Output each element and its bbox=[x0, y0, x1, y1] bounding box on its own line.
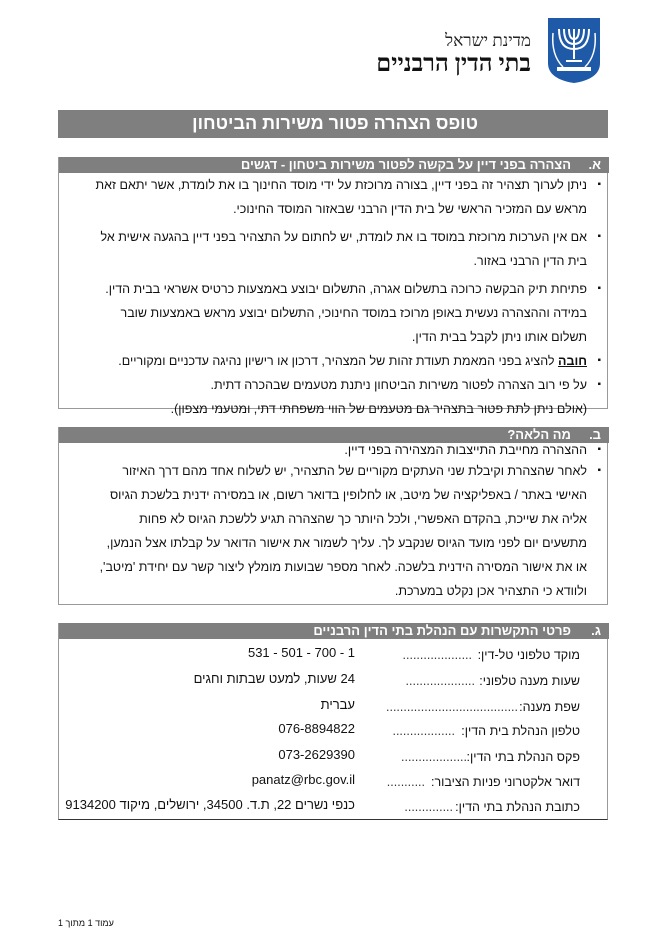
section-a-letter: א. bbox=[588, 157, 601, 172]
section-b-title: מה הלאה? bbox=[507, 427, 571, 442]
section-c-title: פרטי התקשרות עם הנהלת בתי הדין הרבניים bbox=[313, 623, 571, 638]
contact-row-hours: שעות מענה טלפוני: .................... 24 שעות, למעט שבתות וחגים bbox=[193, 671, 580, 688]
section-b bbox=[58, 427, 608, 605]
section-b-list bbox=[65, 441, 601, 603]
contact-row-fax: פקס הנהלת בתי הדין: ................... 073-2629390 bbox=[278, 747, 580, 764]
section-c-header bbox=[59, 623, 609, 639]
list-item: ▪ לאחר שהצהרת וקיבלת שני העתקים מקוריים של התצהיר, יש לשלוח אחד מהם דרך האיזור האישי באתר / באפליקציה של מיטב, או לחלופין בדואר רשום, או במסירה ידנית בלשכת הגיוס אליה את שייכת, בהקדם האפשרי, ולכל היותר כך שהצהרה תגיע ללשכת הגיוס לא פחות מתשעים יום לפני מועד הגיוס שנקבע לך. עליך לשמור את אישור הדואר על קבלתו אצל הנמען, או את אישור המסירה הידנית בלשכה. לאחר מספר שבועות מומלץ ליצור קשר עם יחידת 'מיטב', ולוודא כי התצהיר אכן נקלט במערכת. bbox=[65, 459, 601, 603]
list-item: ▪ ניתן לערוך תצהיר זה בפני דיין, בצורה מרוכזת על ידי מוסד החינוך בו את לומדת, אשר יתאם זאת מראש עם המזכיר הראשי של בית הדין הרבני שבאזור המוסד החינוכי. bbox=[65, 173, 601, 221]
section-a-list bbox=[65, 173, 601, 421]
contact-row-email: דואר אלקטרוני פניות הציבור: ........... panatz@rbc.gov.il bbox=[251, 772, 580, 789]
email-link[interactable]: panatz@rbc.gov.il bbox=[251, 772, 355, 787]
list-item: ▪ אם אין הערכות מרוכזת במוסד בו את לומדת, יש לחתום על התצהיר בפני דיין בהגעה אישית אל בית הדין הרבני באזור. bbox=[65, 225, 601, 273]
section-b-letter: ב. bbox=[589, 427, 601, 442]
state-emblem-icon bbox=[545, 15, 603, 85]
contact-row-language: שפת מענה: ...................................... עברית bbox=[320, 697, 580, 714]
list-item: ▪ ההצהרה מחייבת התייצבות המצהירה בפני דיין. bbox=[65, 441, 601, 459]
section-c-letter: ג. bbox=[591, 623, 601, 638]
list-item: ▪ על פי רוב הצהרה לפטור משירות הביטחון ניתנת מטעמים שבהכרה דתית. (אולם ניתן לתת פטור בתצהיר גם מטעמים של הווי משפחתי דתי, ומטעמי מצפון). bbox=[65, 373, 601, 421]
org-name-line2: בתי הדין הרבניים bbox=[376, 51, 531, 77]
section-a bbox=[58, 157, 608, 416]
list-item: ▪ פתיחת תיק הבקשה כרוכה בתשלום אגרה, התשלום יבוצע באמצעות כרטיס אשראי בבית הדין. במידה וההצהרה נעשית באופן מרוכז במוסד החינוכי, התשלום יבוצע מראש באמצעות שובר תשלום אותו ניתן לקבל בבית הדין. bbox=[65, 277, 601, 349]
org-name-line1: מדינת ישראל bbox=[445, 31, 531, 50]
form-title-bar bbox=[58, 110, 608, 138]
list-item: ▪ חובה להציג בפני המאמת תעודת זהות של המצהיר, דרכון או רישיון נהיגה עדכניים ומקוריים. bbox=[65, 349, 601, 373]
page-footer: עמוד 1 מתוך 1 bbox=[58, 918, 114, 928]
section-a-header bbox=[59, 157, 609, 173]
required-emphasis: חובה bbox=[558, 354, 587, 368]
contact-row-address: כתובת הנהלת בתי הדין: .............. כנפי נשרים 22, ת.ד. 34500, ירושלים, מיקוד 9134200 bbox=[65, 797, 580, 814]
contact-row-hotline: מוקד טלפוני טל-דין: .................... 1 - 700 - 501 - 531 bbox=[247, 645, 580, 662]
contact-row-phone: טלפון הנהלת בית הדין: .................. 076-8894822 bbox=[278, 721, 580, 738]
form-title: טופס הצהרה פטור משירות הביטחון bbox=[192, 113, 478, 133]
section-a-title: הצהרה בפני דיין על בקשה לפטור משירות ביטחון - דגשים bbox=[240, 157, 571, 172]
